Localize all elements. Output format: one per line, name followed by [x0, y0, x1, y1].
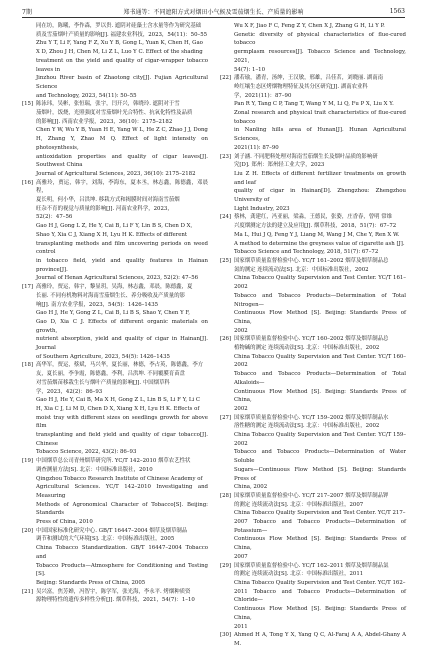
reference-entry — [220, 631, 406, 648]
reference-line: transplanting methods and film uncovering periods on weed control — [36, 240, 208, 256]
reference-line: nutrient absorption, yield and quality of cigar in Hainan[J]. Journal — [36, 336, 208, 352]
reference-line: 52(2)：47–56 — [36, 214, 73, 221]
reference-number: [21] — [22, 588, 34, 595]
reference-line: 2011 — [234, 623, 248, 630]
reference-line: 源物理特性的遗传多样性分析[J]. 烟草科技，2021，54(7)：1–10 — [36, 597, 195, 604]
reference-entry — [22, 283, 208, 361]
reference-line: 溶性糖的测定 连续流动法[S]. 北京：中国标准出版社，2002 — [234, 423, 380, 430]
reference-line: China Tobacco Quality Supervision and Test Center. YC/T 217– — [234, 510, 406, 517]
reference-line: antioxidation properties and quality of cigar leaves[J]. Southwest China — [36, 153, 208, 169]
reference-text — [234, 414, 406, 492]
reference-line: Pan R Y, Tang C P, Tang T, Wang Y M, Li Q, Fu P X, Liu X Y. — [234, 101, 394, 108]
reference-number: [27] — [220, 414, 232, 421]
reference-line: 长丽. 不同有机物料对海南雪茄烟生长、养分吸收及产质量的影 — [36, 292, 185, 299]
reference-line: 高雅玲，贾运，韩宇，刘海，李海东，夏本丞，林志鑫，陈德鑫，邓晨程， — [36, 179, 208, 195]
reference-line: 友，夏长丽，李争霞，陈德鑫，李利，吕洪坤. 不同覆膜育苗盘 — [36, 371, 185, 378]
running-header — [22, 5, 405, 17]
reference-text — [36, 361, 208, 457]
page-number: 1563 — [389, 7, 405, 15]
reference-line: 对雪茄烟苗移栽生长与烟叶产质量的影响[J]. 中国烟草科 — [36, 379, 170, 386]
reference-number: [28] — [220, 492, 232, 499]
reference-entry — [22, 100, 208, 178]
reference-text — [234, 335, 406, 413]
reference-line: 国家烟草质量监督检验中心. YC/T 160–2002 烟草及烟草制品总 — [234, 336, 389, 343]
reference-text — [36, 527, 208, 588]
reference-text — [234, 562, 406, 632]
reference-line: 中国烟草总公司青州烟草研究所. YC/T 142–2010 烟草农艺性状 — [36, 458, 191, 465]
reference-line: 植物碱的测定 连续流动法[S]. 北京：中国标准出版社，2002 — [234, 345, 380, 352]
reference-continuation-line: Zhu Y T, Li F, Yang F Z, Xu Y B, Gong L, Yuan K, Chen H, Gao — [36, 40, 203, 47]
reference-line: Sugars—Continuous Flow Method [S]. Beijing: Standards Press of — [234, 466, 406, 482]
reference-line: 国家烟草质量监督检验中心. YC/T 159–2002 烟草及烟草制品水 — [234, 414, 389, 421]
issue-label: 7期 — [22, 8, 32, 16]
reference-line: 究[D]. 郑州：郑州轻工业大学，2023 — [234, 162, 325, 169]
reference-number: [16] — [22, 179, 34, 186]
reference-entry — [22, 527, 208, 588]
reference-text — [36, 100, 208, 178]
reference-line: H, Zhang Y, Zhao M Q. Effect of light intensity on photosynthesis, — [36, 136, 208, 151]
running-title: 郑书通等：不同遮阳方式对烟田小气候及雪茄烟生长、产质量的影响 — [123, 8, 304, 16]
reference-line: of Southern Agriculture, 2023, 54(5): 1426–1435 — [36, 353, 170, 360]
reference-line: 调查测量方法[S]. 北京：中国标准出版社，2010 — [36, 466, 153, 473]
reference-entry — [220, 414, 406, 492]
reference-continuation-line: 54(7): 1–10 — [234, 66, 266, 73]
reference-line: China Tobacco Quality Supervision and Test Center. YC/T 159–2002 — [234, 432, 406, 447]
left-column — [22, 22, 208, 605]
reference-number: [23] — [220, 153, 232, 160]
reference-line: 吴兴富，焦芳婵，冯智宇，陈学军，张光海，李永平. 烤烟种质资 — [36, 588, 191, 595]
reference-line: 旺杂不育的视觉与质量的影响[J]. 河南农业科学，2023， — [36, 205, 173, 212]
reference-line: 刘子涵. 不同肥料处理对海南雪茄烟生长及烟叶品质的影响研 — [234, 153, 378, 160]
reference-entry — [22, 179, 208, 283]
reference-entry — [220, 153, 406, 214]
reference-line: Gao H J, He Y, Gong Z L, Cai B, Li B S, Shao Y, Chen Y F, — [36, 310, 190, 317]
reference-text — [234, 213, 406, 257]
reference-line: 国家烟草质量监督检验中心. YC/T 161–2002 烟草及烟草制品总 — [234, 257, 389, 264]
reference-continuation-line: Jinzhou River basin of Zhaotong city[J]. Fujian Agricultural Science — [36, 75, 208, 90]
reference-line: Tobacco Science and Technology, 2018, 51(7): 67–72 — [234, 249, 379, 256]
reference-number: [22] — [220, 75, 232, 82]
reference-entry — [22, 588, 208, 605]
reference-line: 的测定 连续流动法[S]. 北京：中国标准出版社，2011 — [234, 571, 364, 578]
reference-line: Ahmed H A, Tong Y X, Yang Q C, Al-Faraj A A, Abdel-Ghany A M. — [234, 632, 406, 647]
reference-text — [234, 257, 406, 335]
reference-number: [15] — [22, 101, 34, 108]
reference-line: Journal of Agricultural Sciences, 2023, 36(10): 2175–2182 — [36, 170, 196, 177]
reference-number: [25] — [220, 257, 232, 264]
reference-entry — [220, 562, 406, 632]
reference-line: Continuous Flow Method [S]. Beijing: Standards Press of China, — [234, 536, 406, 552]
right-column — [220, 22, 406, 649]
reference-number: [20] — [22, 527, 34, 534]
reference-line: Agricultural Sciences. YC/T 142–2010 Investigating and Measuring — [36, 484, 208, 499]
reference-line: Journal of Henan Agricultural Sciences, 2023, 52(2): 47–56 — [36, 275, 199, 282]
reference-line: Tobacco and Tobacco Products—Determination of Water Soluble — [234, 449, 406, 465]
reference-line: 国家烟草质量监督检验中心. YC/T 162–2011 烟草及烟草制品氯 — [234, 562, 389, 569]
reference-line: quality of cigar in Hainan[D]. Zhengzhou: Zhengzhou University of — [234, 188, 406, 204]
reference-text — [36, 283, 208, 361]
reference-line: Continuous Flow Method [S]. Beijing: Standards Press of China, — [234, 310, 406, 325]
reference-number: [26] — [220, 336, 232, 343]
reference-line: Zonal research and physical trait characteristics of flue-cured tobacco — [234, 110, 406, 125]
reference-line: Gao H J, He Y, Cai B, Ma X H, Gong Z L, Lin B S, Li F Y, Li C — [36, 397, 200, 404]
reference-line: 夏长明，何小华，吕洪坤. 移栽方式和揭膜时间对海南雪茄烟 — [36, 197, 180, 204]
reference-line: Continuous Flow Method [S]. Beijing: Standards Press of China, — [234, 388, 406, 404]
reference-line: 响[J]. 南方农业学报，2023，54(5)：1426–1435 — [36, 301, 159, 308]
reference-line: Tobacco and Tobacco Products—Determination of Total Nitrogen— — [234, 292, 406, 308]
reference-line: Continuous Flow Method [S]. Beijing: Standards Press of China, — [234, 606, 406, 621]
reference-continuation-line: germplasm resources[J]. Tobacco Science and Technology, 2021, — [234, 49, 406, 64]
reference-number: [19] — [22, 458, 34, 465]
reference-entry — [22, 457, 208, 527]
reference-line: Tobacco Science, 2022, 43(2): 86–93 — [36, 449, 137, 456]
reference-entry — [220, 74, 406, 152]
reference-line: China Tobacco Standardization. GB/T 16447–2004 Tobacco and — [36, 545, 208, 560]
reference-line: in Nanling hills area of Hunan[J]. Hunan Agricultural Sciences, — [234, 127, 406, 143]
reference-line: 潘若瑜，潘青，汤绅，王汉敏，邢雄，吕佳茗，刘晓丽. 湖南南 — [234, 75, 383, 82]
reference-text — [36, 179, 208, 283]
reference-line: 2007 — [234, 553, 248, 560]
reference-line: 氮的测定 连续流动法[S]. 北京：中国标准出版社，2002 — [234, 266, 369, 273]
reference-line: Light Industry, 2023 — [234, 205, 290, 212]
reference-line: 2002 — [234, 327, 248, 334]
reference-line: Chen Y W, Wu Y B, Yuan H E, Yang W L, He Z C, Zhao J J, Dong — [36, 127, 208, 134]
reference-line: 高华军，贾运，蔡斌，马兴华，夏长丽，林德，李占英，陈德鑫，李方 — [36, 362, 204, 369]
reference-continuation-line: 质及雪茄烟叶产质量的影响[J]. 福建农业科技，2023，54(11)：50–55 — [36, 31, 208, 38]
reference-text — [36, 457, 208, 527]
header-rule — [22, 17, 405, 18]
reference-line: China Tobacco Quality Supervision and Test Center. YC/T 160–2002 — [234, 353, 406, 369]
reference-number: [18] — [22, 362, 34, 369]
reference-number: [29] — [220, 562, 232, 569]
reference-line: Gao H J, Gong L Z, He Y, Cai B, Li F Y, Lin B S, Chen D X, — [36, 223, 193, 230]
reference-line: Tobacco and Tobacco Products—Determination of Total Alkaloids— — [234, 371, 406, 386]
reference-line: China, 2002 — [234, 484, 268, 491]
reference-text — [234, 631, 406, 648]
reference-line: moist tray with different sizes on seedlings growth for above film — [36, 414, 208, 430]
reference-line: 2007 Tobacco and Tobacco Products—Determination of Potassium— — [234, 519, 406, 534]
reference-line: Beijing: Standards Press of China, 2005 — [36, 580, 146, 586]
reference-line: 学，2023，42(2)：86–93 — [36, 388, 103, 395]
reference-entry — [220, 492, 406, 562]
reference-line: 的测定 连续流动法[S]. 北京：中国标准出版社，2007 — [234, 501, 364, 508]
reference-line: 学，2021(11)：87–90 — [234, 92, 292, 99]
reference-line: in tobacco field, yield and quality features in Hainan province[J]. — [36, 257, 208, 273]
reference-line: 茄烟叶，饭烧，光照强度对雪茄烟叶光合特性、抗氧化特性及品质 — [36, 110, 193, 117]
reference-line: H, Xia C J, Li M D, Chen D X, Xiang X H, Lyu H K. Effects of — [36, 405, 200, 412]
reference-entry — [220, 335, 406, 413]
reference-text — [36, 588, 208, 605]
reference-line: Liu Z H. Effects of different fertilizer treatments on growth and leaf — [234, 170, 406, 186]
reference-entry — [220, 213, 406, 257]
reference-line: 2021(11): 87–90 — [234, 144, 279, 151]
reference-continuation-line: treatment on the yield and quality of cigar-wrapper tobacco leaves in — [36, 57, 208, 73]
reference-line: Press of China, 2010 — [36, 519, 93, 526]
reference-line: 兴度烟测定方法的建立及应用[J]. 烟草科技，2018，51(7)：67–72 — [234, 223, 397, 230]
reference-line: 岭红壤生态区烤烟物理特征及其分区研究[J]. 湖南农业科 — [234, 83, 368, 90]
reference-line: 国家烟草质量监督检验中心. YC/T 217–2007 烟草及烟草制品钾 — [234, 492, 389, 499]
reference-line: 陈泳玮，吴彬，张恒瑞，张宇，闫开兴，韩晓玲. 遮阴对于雪 — [36, 101, 180, 108]
reference-line: Tobacco Products—Atmosphere for Conditioning and Testing [S]. — [36, 562, 208, 578]
reference-line: 高雅玲，贾运，韩宇，黎显玥，吴海，林志鑫，邓晨，陈德鑫，夏 — [36, 284, 193, 291]
reference-number: [17] — [22, 284, 34, 291]
reference-line: Gao D, Xia C J. Effects of different organic materials on growth, — [36, 318, 208, 334]
reference-number: [24] — [220, 214, 232, 221]
reference-continuation-line: Wu X F, Jiao F C, Feng Z Y, Chen X J, Zhang G H, Li Y P. — [234, 23, 385, 29]
reference-continuation-line: X D, Zhou J H, Chen M, Li Z L, Luo Y C. Effect of the shading — [36, 49, 203, 56]
reference-line: Ma L, Hui J Q, Feng Y J, Liang M, Wang J M, Che Y, Ren X W. — [234, 231, 400, 238]
reference-continuation-line: Genetic diversity of physical characteristics of flue-cured tobacco — [234, 31, 406, 47]
reference-line: 调节和测试的大气环境[S]. 北京：中国标准出版社，2005 — [36, 536, 175, 543]
reference-continuation-line: 同在坊，陈曦，李作森，罗以贵. 遮阴对硅藻土含水量等作为研究基础 — [36, 23, 202, 29]
reference-text — [234, 492, 406, 562]
reference-text — [234, 153, 406, 214]
reference-text — [234, 74, 406, 152]
reference-line: A method to determine the greyness value of cigarette ash [J]. — [234, 240, 405, 247]
reference-line: Qingzhou Tobacco Research Institute of Chinese Academy of — [36, 475, 203, 482]
reference-line: China Tobacco Quality Supervision and Test Center. YC/T 161–2002 — [234, 275, 406, 291]
reference-number: [30] — [220, 632, 232, 639]
reference-line: 中国国家标准化研究中心. GB/T 16447–2004 烟草及烟草制品 — [36, 527, 188, 534]
reference-entry — [22, 361, 208, 457]
reference-line: Methods of Agronomical Character of Tobacco[S]. Beijing: Standards — [36, 501, 208, 517]
reference-entry — [220, 257, 406, 335]
reference-line: transplanting and field yield and quality of cigar tobacco[J]. Chinese — [36, 432, 208, 447]
reference-line: 蔡林，龚建红，冯亚丽，梁淼，王德民，张姿，庄香春，曾明 常维 — [234, 214, 393, 221]
reference-line: 的影响[J]. 西南农业学报，2023，36(10)：2175–2182 — [36, 118, 173, 125]
reference-continuation-line: and Technology, 2023, 54(11): 50–55 — [36, 92, 137, 99]
reference-line: 2002 — [234, 405, 248, 412]
reference-line: China Tobacco Quality Supervision and Test Center. YC/T 162– — [234, 580, 406, 586]
reference-line: Shao Y, Xia C J, Xiang X H, Lyu H K. Effects of different — [36, 231, 188, 238]
reference-line: 2011 Tobacco and Tobacco Products—Determination of Chloride— — [234, 588, 406, 604]
